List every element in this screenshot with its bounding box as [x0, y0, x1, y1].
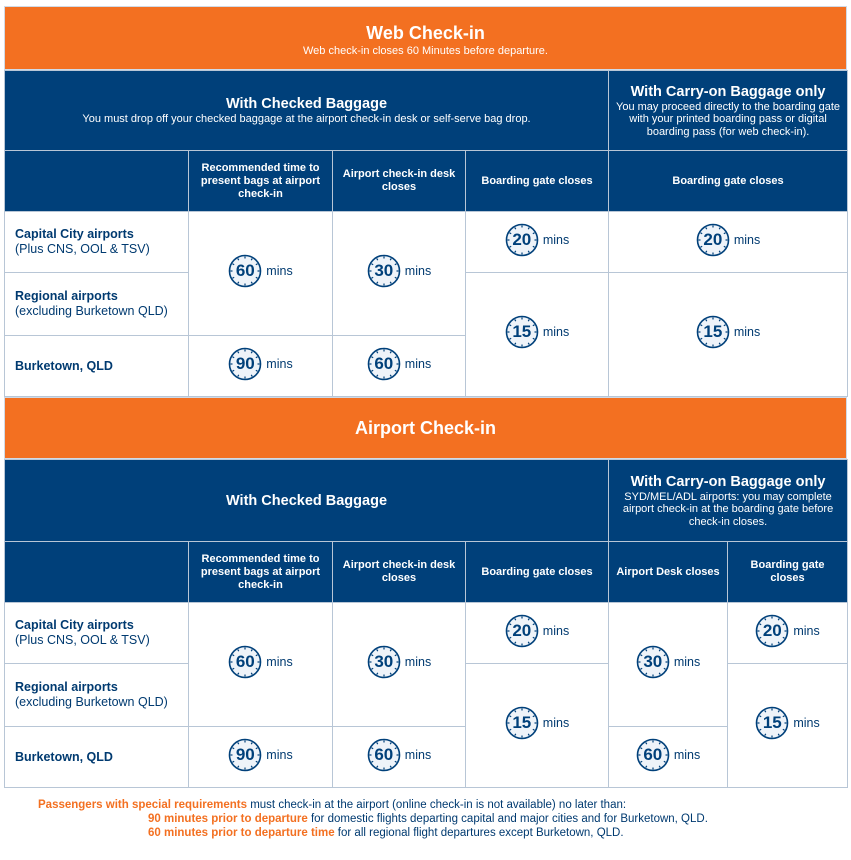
- time-unit: mins: [266, 747, 293, 762]
- airport-carry-desc: SYD/MEL/ADL airports: you may complete airport check-in at the boarding gate before check-in closes.: [622, 490, 834, 528]
- web-rec-burke-cell: [189, 336, 333, 397]
- row-name: Regional airports: [15, 680, 118, 694]
- row-name: Capital City airports: [15, 227, 134, 241]
- time-unit: mins: [733, 325, 761, 339]
- clock-icon: [505, 315, 539, 349]
- web-col-recommended: Recommended time to present bags at airport check-in: [189, 151, 333, 212]
- time-number: 60: [374, 744, 394, 764]
- time-number: 30: [374, 652, 394, 671]
- airport-carry-header: [609, 460, 848, 542]
- web-row-capital: [5, 212, 189, 273]
- time-unit: mins: [673, 655, 701, 669]
- web-row-regional: [5, 273, 189, 336]
- airport-col-carry-desk: Airport Desk closes: [609, 542, 728, 603]
- web-col-carry-gate: Boarding gate closes: [609, 151, 848, 212]
- time-value: [505, 706, 569, 740]
- footer-line-2: [38, 812, 838, 826]
- row-sub: (Plus CNS, OOL & TSV): [15, 633, 150, 647]
- airport-carry-gate-capital-cell: [728, 603, 848, 664]
- web-checkin-table: [4, 70, 848, 397]
- clock-icon: [636, 738, 670, 772]
- web-corner-cell: [5, 151, 189, 212]
- airport-checked-title: With Checked Baggage: [226, 492, 388, 509]
- time-unit: mins: [793, 716, 820, 730]
- clock-icon: [367, 254, 401, 288]
- web-col-gate: Boarding gate closes: [466, 151, 609, 212]
- airport-carry-title: With Carry-on Baggage only: [630, 473, 826, 490]
- time-value: [228, 347, 292, 381]
- time-unit: mins: [542, 232, 570, 247]
- time-value: [367, 254, 431, 288]
- footer-line-1-rest: must check-in at the airport (online check-in is not available) no later than:: [247, 799, 627, 811]
- airport-checkin-title: Airport Check-in: [354, 418, 496, 438]
- web-rec-main-cell: [189, 212, 333, 336]
- airport-corner-cell: [5, 542, 189, 603]
- time-value: [367, 347, 431, 381]
- time-value: [228, 254, 292, 288]
- footer-line-3-rest: for all regional flight departures except Burketown, QLD.: [334, 827, 624, 839]
- clock-icon: [696, 223, 730, 257]
- web-carry-desc: You may proceed directly to the boarding gate with your printed boarding pass or digital boarding pass (for web check-in).: [616, 100, 841, 138]
- time-value: [505, 315, 569, 349]
- airport-gate-capital-cell: [466, 603, 609, 664]
- clock-icon: [505, 614, 539, 648]
- airport-carry-desk-main-cell: [609, 603, 728, 727]
- time-unit: mins: [404, 747, 432, 762]
- web-gate-capital-cell: [466, 212, 609, 273]
- time-unit: mins: [266, 356, 293, 371]
- footer-line-3: [38, 826, 838, 840]
- time-number: 20: [703, 229, 723, 249]
- time-number: 90: [235, 744, 255, 764]
- clock-icon: [367, 347, 401, 381]
- time-number: 60: [374, 353, 394, 373]
- web-checkin-banner: [4, 6, 847, 70]
- clock-icon: [228, 347, 262, 381]
- airport-col-desk: Airport check-in desk closes: [333, 542, 466, 603]
- time-value: [696, 223, 760, 257]
- clock-icon: [636, 645, 670, 679]
- web-gate-other-cell: [466, 273, 609, 397]
- web-carry-header: [609, 71, 848, 151]
- row-name: Burketown, QLD: [15, 749, 113, 764]
- time-value: [367, 645, 431, 679]
- airport-col-carry-gate: Boarding gate closes: [728, 542, 848, 603]
- footer-note: [38, 798, 838, 840]
- time-unit: mins: [266, 655, 293, 669]
- clock-icon: [228, 738, 262, 772]
- time-number: 30: [374, 261, 394, 280]
- time-value: [228, 645, 292, 679]
- web-desk-burke-cell: [333, 336, 466, 397]
- clock-icon: [505, 223, 539, 257]
- web-carry-title: With Carry-on Baggage only: [630, 83, 826, 100]
- airport-col-gate: Boarding gate closes: [466, 542, 609, 603]
- time-unit: mins: [404, 264, 432, 278]
- airport-row-regional: [5, 664, 189, 727]
- row-sub: (excluding Burketown QLD): [15, 695, 168, 709]
- airport-col-recommended: Recommended time to present bags at airport check-in: [189, 542, 333, 603]
- clock-icon: [367, 738, 401, 772]
- time-number: 15: [512, 322, 532, 341]
- web-checked-title: With Checked Baggage: [226, 96, 388, 113]
- time-number: 60: [643, 744, 663, 764]
- footer-line-2-rest: for domestic flights departing capital and major cities and for Burketown, QLD.: [307, 813, 708, 825]
- time-number: 15: [762, 713, 782, 732]
- airport-gate-other-cell: [466, 664, 609, 788]
- web-carry-other-cell: [609, 273, 848, 397]
- web-checkin-subtitle: Web check-in closes 60 Minutes before departure.: [303, 45, 548, 57]
- time-number: 15: [512, 713, 532, 732]
- time-number: 20: [512, 229, 532, 249]
- time-number: 60: [235, 261, 255, 280]
- row-name: Capital City airports: [15, 618, 134, 632]
- time-unit: mins: [542, 325, 570, 339]
- airport-row-burketown: [5, 727, 189, 788]
- footer-line-1-bold: Passengers with special requirements: [38, 799, 248, 811]
- time-unit: mins: [733, 232, 761, 247]
- row-sub: (Plus CNS, OOL & TSV): [15, 242, 150, 256]
- time-number: 15: [703, 322, 723, 341]
- airport-carry-desk-burke-cell: [609, 727, 728, 788]
- row-name: Regional airports: [15, 289, 118, 303]
- clock-icon: [228, 645, 262, 679]
- time-unit: mins: [404, 356, 432, 371]
- time-number: 20: [512, 620, 532, 640]
- time-unit: mins: [542, 716, 570, 730]
- time-number: 20: [762, 620, 782, 640]
- airport-rec-burke-cell: [189, 727, 333, 788]
- time-number: 30: [643, 652, 663, 671]
- time-value: [636, 738, 700, 772]
- time-value: [228, 738, 292, 772]
- clock-icon: [755, 706, 789, 740]
- airport-checkin-banner: [4, 397, 847, 459]
- web-carry-capital-cell: [609, 212, 848, 273]
- web-desk-main-cell: [333, 212, 466, 336]
- row-name: Burketown, QLD: [15, 358, 113, 373]
- airport-row-capital: [5, 603, 189, 664]
- time-value: [505, 614, 569, 648]
- airport-checkin-table: [4, 459, 848, 788]
- footer-line-3-bold: 60 minutes prior to departure time: [148, 827, 335, 839]
- web-checked-desc: You must drop off your checked baggage at the airport check-in desk or self-serve bag drop.: [82, 113, 531, 126]
- footer-line-1: [38, 798, 838, 812]
- web-col-desk: Airport check-in desk closes: [333, 151, 466, 212]
- row-sub: (excluding Burketown QLD): [15, 304, 168, 318]
- time-number: 90: [235, 353, 255, 373]
- airport-rec-main-cell: [189, 603, 333, 727]
- time-value: [505, 223, 569, 257]
- time-value: [755, 706, 819, 740]
- time-value: [696, 315, 760, 349]
- clock-icon: [755, 614, 789, 648]
- time-unit: mins: [266, 264, 293, 278]
- airport-desk-burke-cell: [333, 727, 466, 788]
- time-unit: mins: [542, 623, 570, 638]
- checkin-info-graphic: [4, 6, 847, 788]
- web-checked-header: [5, 71, 609, 151]
- footer-line-2-bold: 90 minutes prior to departure: [148, 813, 308, 825]
- time-value: [755, 614, 819, 648]
- time-value: [367, 738, 431, 772]
- clock-icon: [228, 254, 262, 288]
- time-unit: mins: [404, 655, 432, 669]
- clock-icon: [696, 315, 730, 349]
- airport-carry-gate-other-cell: [728, 664, 848, 788]
- time-value: [636, 645, 700, 679]
- web-row-burketown: [5, 336, 189, 397]
- airport-checked-header: [5, 460, 609, 542]
- clock-icon: [367, 645, 401, 679]
- time-unit: mins: [673, 747, 701, 762]
- web-checkin-title: Web Check-in: [366, 23, 485, 43]
- airport-desk-main-cell: [333, 603, 466, 727]
- clock-icon: [505, 706, 539, 740]
- time-unit: mins: [793, 623, 820, 638]
- time-number: 60: [235, 652, 255, 671]
